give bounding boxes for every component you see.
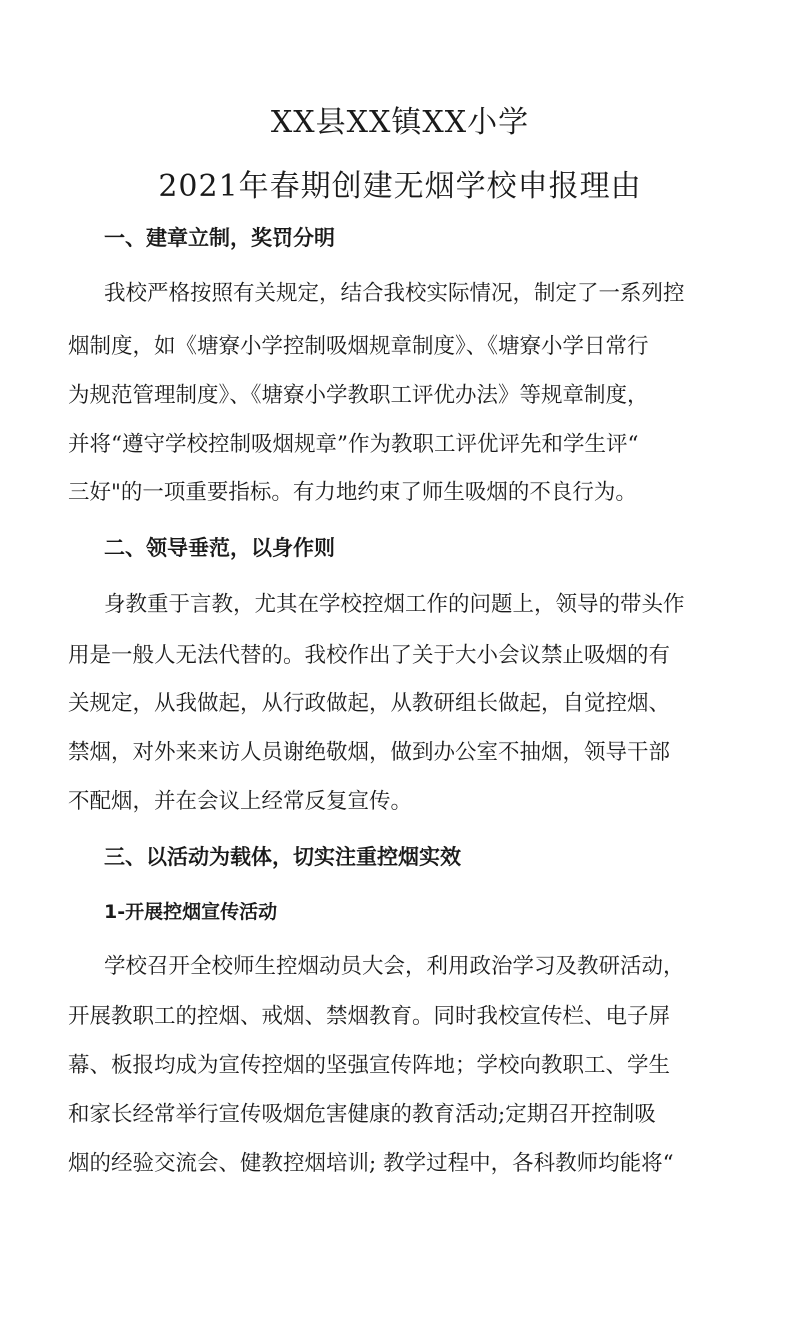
- section-1-heading: 一、建章立制，奖罚分明: [104, 226, 335, 250]
- section-3-paragraph-line: 开展教职工的控烟、戒烟、禁烟教育。同时我校宣传栏、电子屏: [68, 1004, 671, 1029]
- section-2-paragraph-line: 身教重于言教，尤其在学校控烟工作的问题上，领导的带头作: [104, 592, 685, 617]
- section-2-paragraph-line: 用是一般人无法代替的。我校作出了关于大小会议禁止吸烟的有: [68, 643, 671, 668]
- section-1-paragraph-line: 三好"的一项重要指标。有力地约束了师生吸烟的不良行为。: [68, 480, 637, 505]
- section-3-paragraph-line: 烟的经验交流会、健教控烟培训; 教学过程中，各科教师均能将“: [68, 1151, 674, 1176]
- document-title-line-2: 2021年春期创建无烟学校申报理由: [158, 169, 642, 204]
- section-3-paragraph-line: 学校召开全校师生控烟动员大会，利用政治学习及教研活动，: [104, 954, 685, 979]
- section-2-paragraph-line: 不配烟，并在会议上经常反复宣传。: [68, 789, 413, 814]
- section-1-paragraph-line: 我校严格按照有关规定，结合我校实际情况，制定了一系列控: [104, 281, 685, 306]
- section-1-paragraph-line: 为规范管理制度》、《塘寮小学教职工评优办法》等规章制度，: [68, 383, 649, 408]
- section-2-paragraph-line: 关规定，从我做起，从行政做起，从教研组长做起，自觉控烟、: [68, 691, 671, 716]
- section-2-paragraph-line: 禁烟，对外来来访人员谢绝敬烟，做到办公室不抽烟，领导干部: [68, 740, 671, 765]
- section-3-paragraph-line: 幕、板报均成为宣传控烟的坚强宣传阵地；学校向教职工、学生: [68, 1053, 671, 1078]
- section-1-paragraph-line: 并将“遵守学校控制吸烟规章”作为教职工评优评先和学生评“: [68, 432, 639, 457]
- section-3-paragraph-line: 和家长经常举行宣传吸烟危害健康的教育活动;定期召开控制吸: [68, 1102, 656, 1127]
- section-1-paragraph-line: 烟制度，如《塘寮小学控制吸烟规章制度》、《塘寮小学日常行: [68, 334, 649, 359]
- section-3-heading: 三、以活动为载体，切实注重控烟实效: [104, 845, 461, 869]
- section-2-heading: 二、领导垂范，以身作则: [104, 536, 335, 560]
- section-3-subheading: 1-开展控烟宣传活动: [104, 901, 278, 923]
- document-title-line-1: XX县XX镇XX小学: [270, 105, 530, 140]
